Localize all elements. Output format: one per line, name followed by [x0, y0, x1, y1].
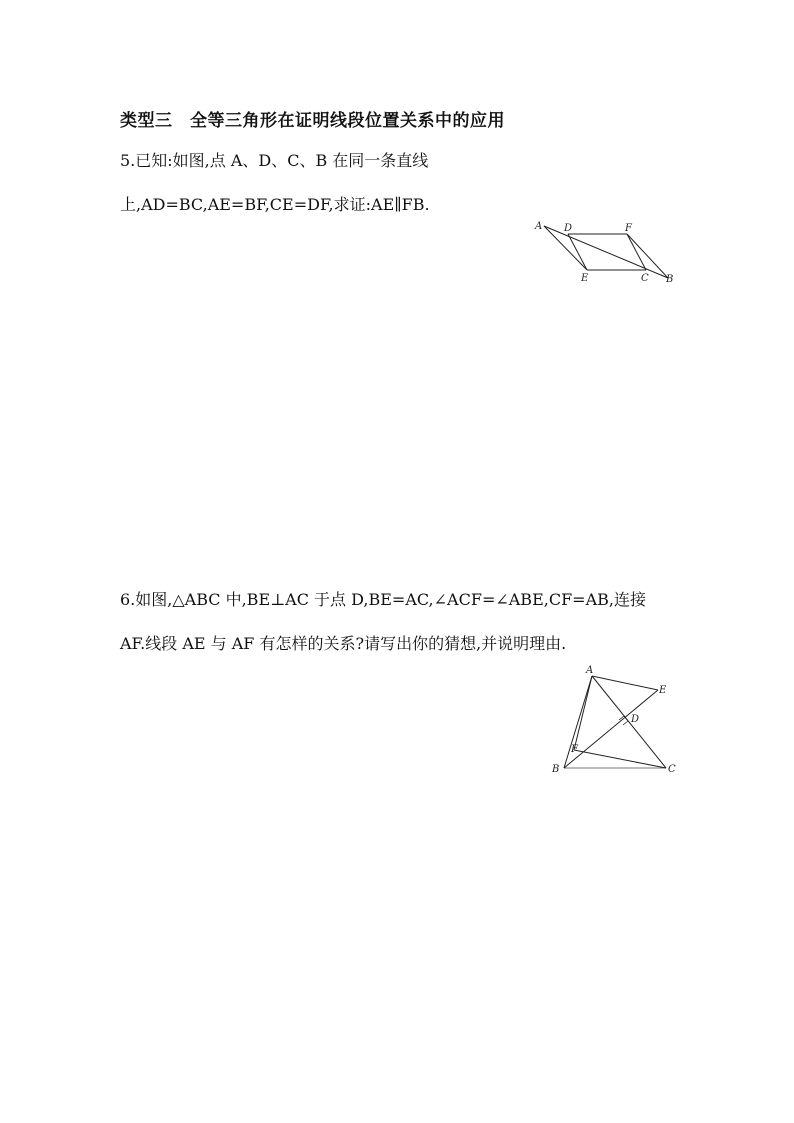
label-a: A [586, 665, 594, 676]
label-d: D [564, 223, 573, 234]
line-de [568, 234, 587, 270]
line-be [564, 690, 658, 768]
problem-5-text-line-2: 上,AD=BC,AE=BF,CE=DF,求证:AE∥FB. [120, 195, 430, 214]
label-f: F [625, 223, 632, 234]
problem-5-figure [530, 214, 690, 294]
label-c: C [641, 273, 649, 284]
label-c: C [668, 764, 676, 775]
line-fb [627, 234, 668, 278]
label-b: B [552, 764, 560, 775]
problem-6-text-line-1: 6.如图,△ABC 中,BE⊥AC 于点 D,BE=AC,∠ACF=∠ABE,CF=AB,连接 [120, 590, 646, 609]
label-a: A [535, 221, 543, 232]
line-ab [564, 676, 592, 768]
right-angle-mark [619, 716, 628, 725]
label-f: F [571, 744, 578, 755]
problem-6-figure [546, 662, 682, 782]
label-d: D [631, 714, 640, 725]
problem-6-text-line-2: AF.线段 AE 与 AF 有怎样的关系?请写出你的猜想,并说明理由. [120, 634, 567, 653]
line-af [574, 676, 592, 750]
line-fc [574, 750, 666, 768]
label-e: E [581, 273, 589, 284]
label-b: B [666, 274, 674, 285]
section-heading: 类型三 全等三角形在证明线段位置关系中的应用 [120, 111, 505, 131]
problem-5-text-line-1: 5.已知:如图,点 A、D、C、B 在同一条直线 [120, 151, 429, 170]
label-e: E [659, 685, 667, 696]
